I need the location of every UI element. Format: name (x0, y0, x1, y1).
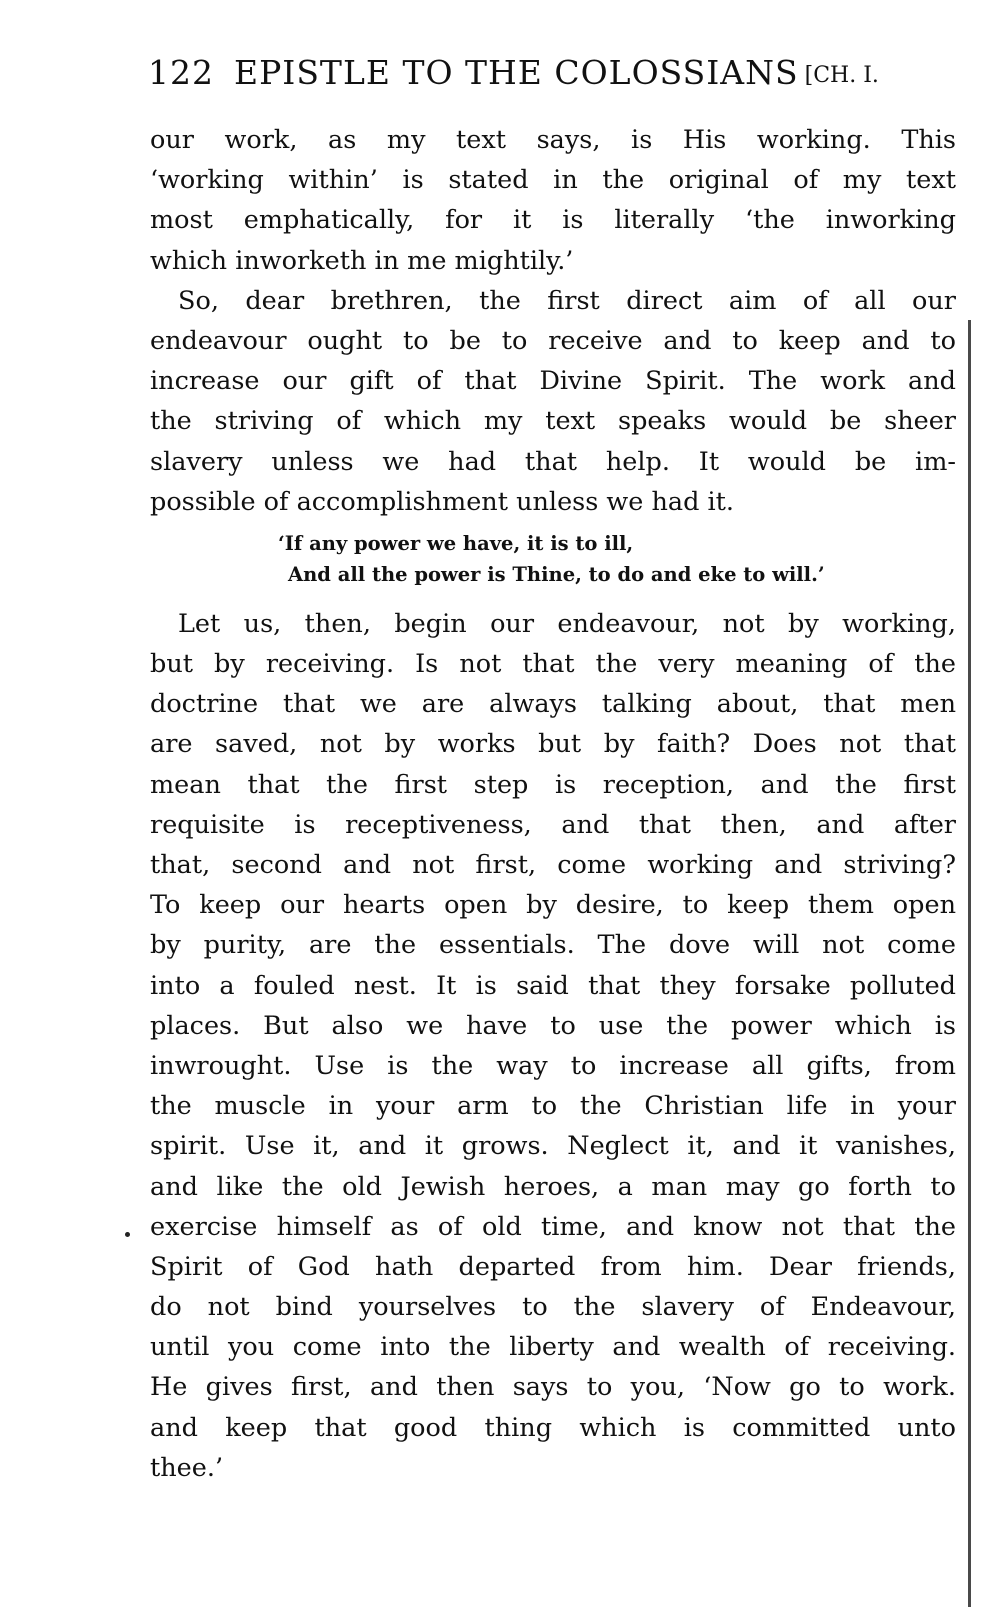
text-line: most emphatically, for it is literally ‘the inworking (150, 205, 956, 236)
text-line: do not bind yourselves to the slavery of Endeavour, (150, 1292, 956, 1323)
text-line: possible of accomplishment unless we had it. (150, 486, 735, 517)
body-text (150, 120, 956, 1488)
text-line: places. But also we have to use the power which is (150, 1010, 956, 1041)
text-line: thee.’ (150, 1452, 224, 1483)
paragraph-3 (150, 604, 956, 1488)
text-line: until you come into the liberty and wealth of receiving. (150, 1332, 956, 1363)
text-line: endeavour ought to be to receive and to keep and to (150, 325, 956, 356)
page-number: 122 (148, 53, 214, 92)
verse-quotation (150, 528, 956, 590)
text-line: and like the old Jewish heroes, a man may go forth to (150, 1171, 956, 1202)
running-head (148, 48, 968, 98)
text-line: by purity, are the essentials. The dove will not come (150, 930, 956, 961)
verse-line: ‘If any power we have, it is to ill, (278, 531, 634, 555)
text-line: the striving of which my text speaks would be sheer (150, 406, 956, 437)
text-line: Let us, then, begin our endeavour, not by working, (178, 608, 956, 639)
text-line: slavery unless we had that help. It would be im- (150, 446, 956, 477)
text-line: and keep that good thing which is committed unto (150, 1412, 956, 1443)
text-line: are saved, not by works but by faith? Does not that (150, 729, 956, 760)
text-line: the muscle in your arm to the Christian life in your (150, 1091, 956, 1122)
text-line: our work, as my text says, is His working. This (150, 125, 956, 155)
text-line: requisite is receptiveness, and that then, and after (150, 809, 956, 840)
text-line: which inworketh in me mightily.’ (150, 245, 574, 276)
verse-line: And all the power is Thine, to do and eke to will.’ (288, 562, 825, 586)
text-line: exercise himself as of old time, and know not that the (150, 1211, 956, 1242)
text-line: doctrine that we are always talking about, that men (150, 689, 956, 720)
text-line: into a fouled nest. It is said that they forsake polluted (150, 970, 956, 1001)
text-line: So, dear brethren, the first direct aim of all our (178, 285, 956, 316)
text-line: To keep our hearts open by desire, to keep them open (150, 890, 956, 921)
text-line: spirit. Use it, and it grows. Neglect it, and it vanishes, (150, 1131, 956, 1162)
text-line: inwrought. Use is the way to increase all gifts, from (150, 1050, 956, 1081)
text-line: He gives first, and then says to you, ‘Now go to work. (150, 1372, 956, 1403)
text-line: increase our gift of that Divine Spirit. The work and (150, 366, 956, 397)
verse-spacer (150, 590, 956, 604)
page-edge-rule (968, 320, 971, 1607)
text-line: mean that the first step is reception, and the first (150, 769, 956, 800)
text-line: Spirit of God hath departed from him. Dear friends, (150, 1251, 956, 1282)
text-line: ‘working within’ is stated in the original of my text (150, 165, 956, 196)
chapter-reference: [CH. I. (804, 63, 879, 88)
running-title: EPISTLE TO THE COLOSSIANS (234, 53, 799, 92)
paragraph-1 (150, 120, 956, 281)
margin-mark (125, 1232, 130, 1237)
text-line: that, second and not first, come working and striving? (150, 850, 956, 880)
paragraph-2 (150, 281, 956, 522)
text-line: but by receiving. Is not that the very meaning of the (150, 649, 956, 680)
